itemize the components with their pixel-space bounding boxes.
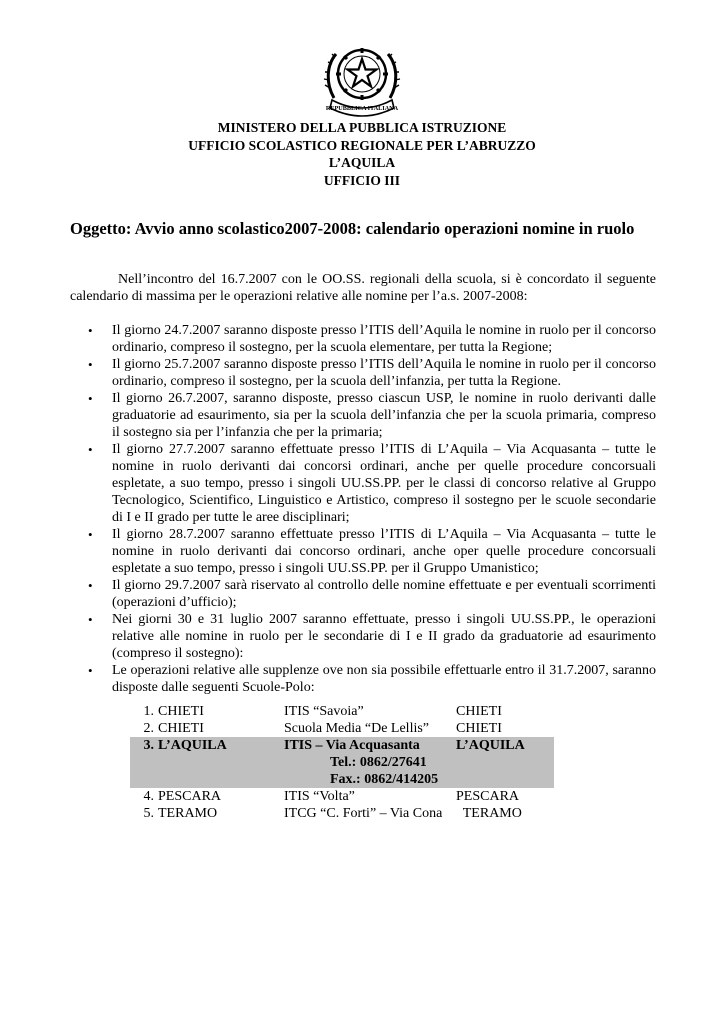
- school-fax: Fax.: 0862/414205: [330, 772, 439, 787]
- list-item: [70, 611, 656, 662]
- school-city: CHIETI: [158, 704, 204, 719]
- bullet-icon: •: [88, 357, 93, 372]
- school-number: 3.: [130, 737, 158, 788]
- school-name: ITIS “Savoia”: [284, 704, 364, 719]
- bullet-icon: •: [88, 527, 93, 542]
- school-number: 2.: [143, 721, 154, 736]
- document-subject: Oggetto: Avvio anno scolastico2007-2008: calendario operazioni nomine in ruolo: [70, 219, 635, 238]
- school-number: 1.: [143, 704, 154, 719]
- office-number: UFFICIO III: [323, 172, 401, 188]
- school-province: CHIETI: [456, 704, 502, 719]
- list-item-text: Il giorno 26.7.2007, saranno disposte, presso ciascun USP, le nomine in ruolo derivanti dalle graduatorie ad esaurimento, sia per la scuola dell’infanzia che per la scuola primaria, compreso il sostegno sia per l’infanzia che per la primaria;: [112, 391, 656, 440]
- list-item: [70, 577, 656, 611]
- intro-paragraph: [70, 271, 656, 305]
- bullet-icon: •: [88, 391, 93, 406]
- list-item-text: Le operazioni relative alle supplenze ove non sia possibile effettuarle entro il 31.7.2007, saranno disposte dalle seguenti Scuole-Polo:: [112, 663, 656, 695]
- school-name: ITCG “C. Forti” – Via Cona: [284, 806, 443, 821]
- school-city: TERAMO: [158, 806, 218, 821]
- school-province: L’AQUILA: [456, 737, 554, 788]
- list-item-text: Il giorno 24.7.2007 saranno disposte presso l’ITIS dell’Aquila le nomine in ruolo per il concorso ordinario, compreso il sostegno, per la scuola elementare, per tutta la Regione;: [112, 323, 656, 355]
- list-item: [70, 441, 656, 526]
- school-name: [284, 737, 456, 788]
- school-city: L’AQUILA: [158, 737, 284, 788]
- letterhead: [0, 119, 724, 189]
- list-item-text: Il giorno 29.7.2007 sarà riservato al controllo delle nomine effettuate e per eventuali scorrimenti (operazioni d’ufficio);: [112, 578, 656, 610]
- table-row-highlighted: [130, 737, 554, 788]
- table-row: [130, 720, 554, 737]
- ministry-name: MINISTERO DELLA PUBBLICA ISTRUZIONE: [217, 120, 507, 135]
- table-row: [130, 788, 554, 805]
- list-item-text: Il giorno 28.7.2007 saranno effettuate presso l’ITIS di L’Aquila – Via Acquasanta – tutte le nomine in ruolo derivanti dai concorso ordinari, anche oper quelle procedure concorsuali espletate a suo tempo, presso i singoli UU.SS.PP. per il Gruppo Umanistico;: [112, 527, 656, 576]
- repubblica-italiana-emblem-icon: [320, 36, 404, 120]
- regional-office-name: UFFICIO SCOLASTICO REGIONALE PER L’ABRUZZO: [188, 137, 536, 153]
- list-item-text: Nei giorni 30 e 31 luglio 2007 saranno effettuate, presso i singoli UU.SS.PP., le operazioni relative alle nomine in ruolo per le secondarie di I e II grado da graduatorie ad esaurimento (compreso il sostegno):: [112, 612, 656, 661]
- schedule-list: [70, 322, 656, 696]
- list-item-text: Il giorno 27.7.2007 saranno effettuate presso l’ITIS di L’Aquila – Via Acquasanta – tutte le nomine in ruolo derivanti dai concorsi ordinari, anche per quelle procedure concorsuali espletate, a suo tempo, presso i singoli UU.SS.PP. per le classi di concorso relative al Gruppo Tecnologico, Scientifico, Linguistico e Artistico, compreso il sostegno per le scuole secondarie di I e II grado per tutte le aree disciplinari;: [112, 442, 656, 525]
- school-name: ITIS “Volta”: [284, 789, 355, 804]
- school-number: 5.: [143, 806, 154, 821]
- city-name: L’AQUILA: [328, 155, 396, 170]
- list-item: [70, 356, 656, 390]
- table-row: [130, 805, 554, 822]
- list-item: [70, 322, 656, 356]
- list-item: [70, 390, 656, 441]
- bullet-icon: •: [88, 578, 93, 593]
- school-name-text: ITIS – Via Acquasanta: [284, 738, 420, 753]
- list-item: [70, 526, 656, 577]
- school-phone: Tel.: 0862/27641: [330, 755, 427, 770]
- list-item: [70, 662, 656, 696]
- school-province: TERAMO: [456, 806, 522, 821]
- school-number: 4.: [143, 789, 154, 804]
- intro-text: Nell’incontro del 16.7.2007 con le OO.SS. regionali della scuola, si è concordato il seguente calendario di massima per le operazioni relative alle nomine per l’a.s. 2007-2008:: [70, 272, 656, 304]
- bullet-icon: •: [88, 323, 93, 338]
- schools-table: [130, 703, 554, 822]
- table-row: [130, 703, 554, 720]
- school-city: CHIETI: [158, 721, 204, 736]
- list-item-text: Il giorno 25.7.2007 saranno disposte presso l’ITIS dell’Aquila le nomine in ruolo per il concorso ordinario, compreso il sostegno, per la scuola dell’infanzia, per tutta la Regione.: [112, 357, 656, 389]
- bullet-icon: •: [88, 663, 93, 678]
- school-province: CHIETI: [456, 721, 502, 736]
- school-province: PESCARA: [456, 789, 520, 804]
- school-name: Scuola Media “De Lellis”: [284, 721, 430, 736]
- school-city: PESCARA: [158, 789, 222, 804]
- bullet-icon: •: [88, 612, 93, 627]
- bullet-icon: •: [88, 442, 93, 457]
- emblem-ribbon-text: REPUBBLICA ITALIANA: [325, 105, 399, 112]
